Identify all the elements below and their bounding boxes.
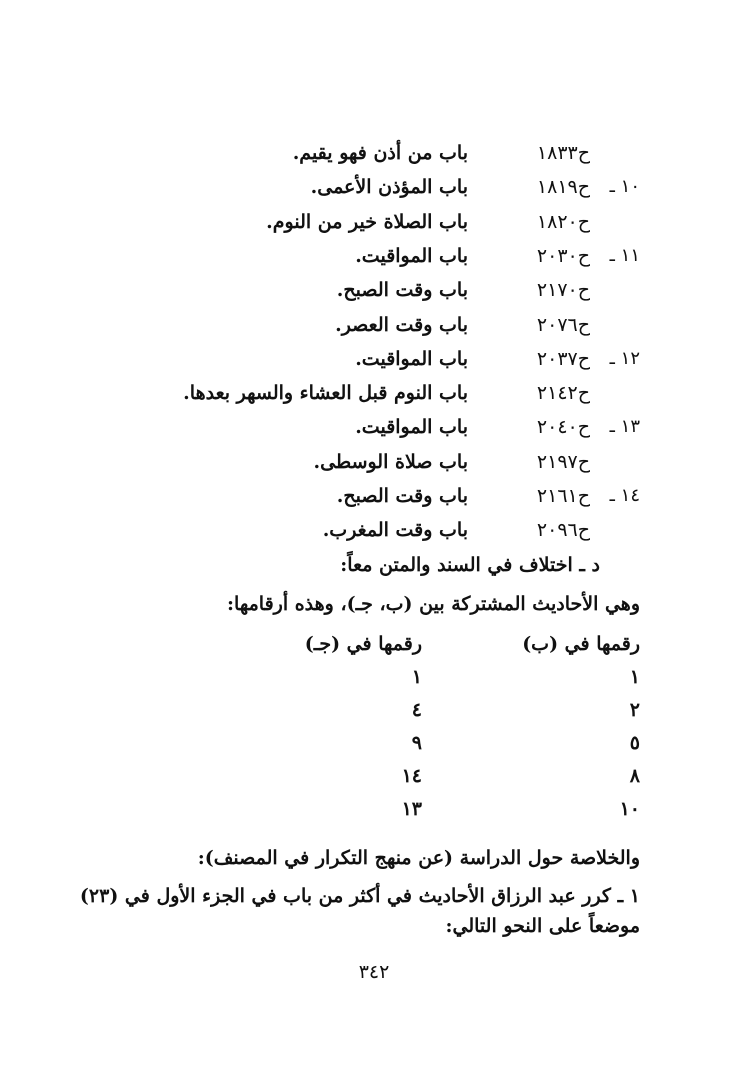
index-row-ref: ح٢٠٧٦ xyxy=(536,314,590,336)
index-row xyxy=(0,279,748,305)
table-cell-j: ٩ xyxy=(411,732,422,754)
index-row-ref: ح٢٠٤٠ xyxy=(536,416,590,438)
index-row-ref: ح١٨١٩ xyxy=(536,176,590,198)
table-row xyxy=(0,798,748,826)
index-row xyxy=(0,485,748,511)
table-row xyxy=(0,699,748,727)
table-cell-b: ٨ xyxy=(629,765,640,787)
index-row-title: باب المواقيت. xyxy=(355,245,468,267)
table-header-b: رقمها في (ب) xyxy=(522,633,640,655)
table-row xyxy=(0,765,748,793)
index-row-title: باب من أذن فهو يقيم. xyxy=(292,142,468,164)
index-row-ref: ح٢١٩٧ xyxy=(536,451,590,473)
index-row-title: باب المواقيت. xyxy=(355,416,468,438)
index-row-ref: ح١٨٢٠ xyxy=(536,211,590,233)
table-cell-b: ٥ xyxy=(629,732,640,754)
table-header xyxy=(0,633,748,661)
table-row xyxy=(0,732,748,760)
index-row xyxy=(0,451,748,477)
summary-line-1: ١ ـ كرر عبد الرزاق الأحاديث في أكثر من باب في الجزء الأول في (٢٣) xyxy=(79,885,640,907)
table-cell-j: ١٤ xyxy=(401,765,422,787)
intro-line: وهي الأحاديث المشتركة بين (ب، جـ)، وهذه أرقامها: xyxy=(227,593,640,615)
table-row xyxy=(0,666,748,694)
index-row-title: باب وقت الصبح. xyxy=(336,279,468,301)
index-row-ref: ح٢١٦١ xyxy=(536,485,590,507)
summary-heading: والخلاصة حول الدراسة (عن منهج التكرار في المصنف): xyxy=(197,847,640,869)
index-row-number: ١٣ ـ xyxy=(609,416,640,437)
index-row-title: باب وقت المغرب. xyxy=(322,519,468,541)
index-row-ref: ح١٨٣٣ xyxy=(536,142,590,164)
index-row-ref: ح٢٠٩٦ xyxy=(536,519,590,541)
table-cell-j: ١ xyxy=(411,666,422,688)
index-row xyxy=(0,314,748,340)
index-row-title: باب وقت العصر. xyxy=(335,314,468,336)
table-cell-j: ١٣ xyxy=(401,798,422,820)
index-row-ref: ح٢٠٣٧ xyxy=(536,348,590,370)
index-row xyxy=(0,519,748,545)
index-row-title: باب صلاة الوسطى. xyxy=(313,451,468,473)
index-row xyxy=(0,245,748,271)
index-row-number: ١١ ـ xyxy=(609,245,640,266)
page-number: ٣٤٢ xyxy=(358,961,390,983)
index-row-title: باب وقت الصبح. xyxy=(336,485,468,507)
index-row xyxy=(0,211,748,237)
index-row-number: ١٢ ـ xyxy=(609,348,640,369)
index-row xyxy=(0,142,748,168)
index-row-ref: ح٢٠٣٠ xyxy=(536,245,590,267)
table-header-j: رقمها في (جـ) xyxy=(304,633,422,655)
index-row-number: ١٤ ـ xyxy=(609,485,640,506)
index-row xyxy=(0,416,748,442)
index-row-ref: ح٢١٧٠ xyxy=(536,279,590,301)
index-row xyxy=(0,176,748,202)
index-row-title: باب الصلاة خير من النوم. xyxy=(266,211,468,233)
index-row-title: باب المؤذن الأعمى. xyxy=(310,176,468,198)
section-heading: د ـ اختلاف في السند والمتن معاً: xyxy=(340,554,600,576)
index-row xyxy=(0,382,748,408)
index-row-ref: ح٢١٤٢ xyxy=(536,382,590,404)
index-row-title: باب النوم قبل العشاء والسهر بعدها. xyxy=(183,382,468,404)
table-cell-b: ١ xyxy=(629,666,640,688)
index-row xyxy=(0,348,748,374)
index-row-number: ١٠ ـ xyxy=(609,176,640,197)
table-cell-j: ٤ xyxy=(411,699,422,721)
summary-line-2: موضعاً على النحو التالي: xyxy=(445,915,640,937)
index-row-title: باب المواقيت. xyxy=(355,348,468,370)
table-cell-b: ٢ xyxy=(629,699,640,721)
table-cell-b: ١٠ xyxy=(619,798,640,820)
